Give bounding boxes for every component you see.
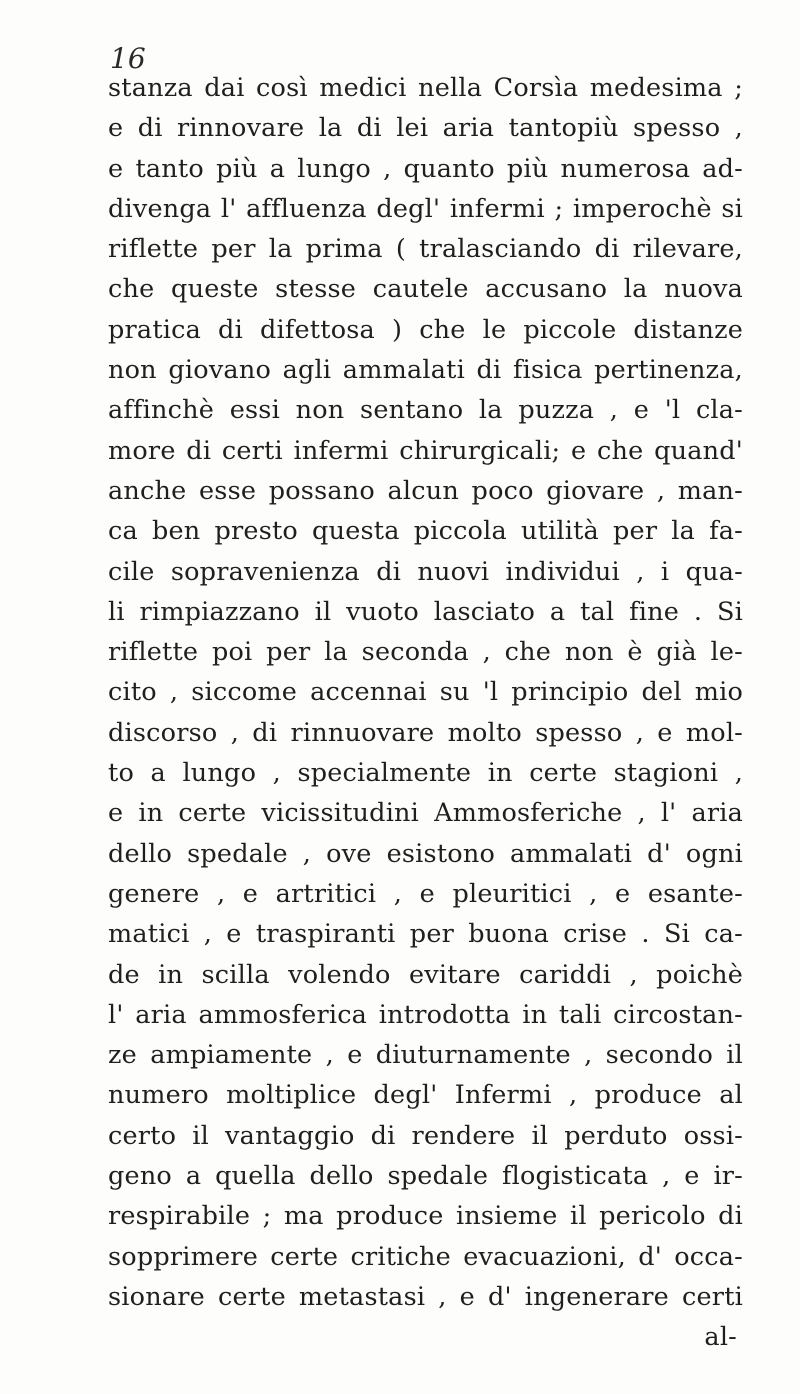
catchword: al- — [704, 1322, 737, 1353]
text-line: certo il vantaggio di rendere il perduto ossi- — [108, 1120, 743, 1151]
body-text — [108, 68, 743, 1358]
text-line: pratica di difettosa ) che le piccole distanze — [108, 314, 743, 345]
text-line: e in certe vicissitudini Ammosferiche , l' aria — [108, 798, 743, 829]
text-line: stanza dai così medici nella Corsìa medesima ; — [108, 73, 743, 103]
text-line: e tanto più a lungo , quanto più numerosa ad- — [108, 153, 743, 184]
text-line: genere , e artritici , e pleuritici , e esante- — [108, 878, 743, 909]
text-line: geno a quella dello spedale flogisticata , e ir- — [108, 1161, 743, 1192]
text-line: matici , e traspiranti per buona crise . Si ca- — [108, 919, 743, 950]
text-line: to a lungo , specialmente in certe stagioni , — [108, 758, 743, 789]
text-line: e di rinnovare la di lei aria tantopiù spesso , — [108, 113, 743, 144]
text-line: ze ampiamente , e diuturnamente , secondo il — [108, 1040, 743, 1071]
text-line: ca ben presto questa piccola utilità per la fa- — [108, 516, 743, 547]
text-line: numero moltiplice degl' Infermi , produce al — [108, 1080, 743, 1111]
text-line: cile sopravenienza di nuovi individui , i qua- — [108, 556, 743, 587]
text-line: anche esse possano alcun poco giovare , man- — [108, 475, 743, 506]
text-line: discorso , di rinnuovare molto spesso , e mol- — [108, 717, 743, 748]
text-line: riflette poi per la seconda , che non è già le- — [108, 637, 743, 668]
text-line: l' aria ammosferica introdotta in tali circostan- — [108, 999, 743, 1030]
text-line: de in scilla volendo evitare cariddi , poichè — [108, 959, 743, 990]
text-line: li rimpiazzano il vuoto lasciato a tal fine . Si — [108, 596, 743, 627]
text-line: non giovano agli ammalati di fisica pertinenza, — [108, 355, 743, 386]
text-line: more di certi infermi chirurgicali; e che quand' — [108, 435, 743, 466]
text-line: dello spedale , ove esistono ammalati d' ogni — [108, 838, 743, 869]
page-number: 16 — [110, 42, 146, 75]
text-line: sionare certe metastasi , e d' ingenerare certi — [108, 1281, 743, 1312]
text-line: divenga l' affluenza degl' infermi ; imperochè si — [108, 193, 743, 224]
text-line: che queste stesse cautele accusano la nuova — [108, 274, 743, 305]
text-line: sopprimere certe critiche evacuazioni, d' occa- — [108, 1241, 743, 1272]
text-line: respirabile ; ma produce insieme il pericolo di — [108, 1201, 743, 1232]
text-line: cito , siccome accennai su 'l principio del mio — [108, 677, 743, 708]
text-line: affinchè essi non sentano la puzza , e 'l cla- — [108, 395, 743, 426]
text-line: riflette per la prima ( tralasciando di rilevare, — [108, 234, 743, 265]
